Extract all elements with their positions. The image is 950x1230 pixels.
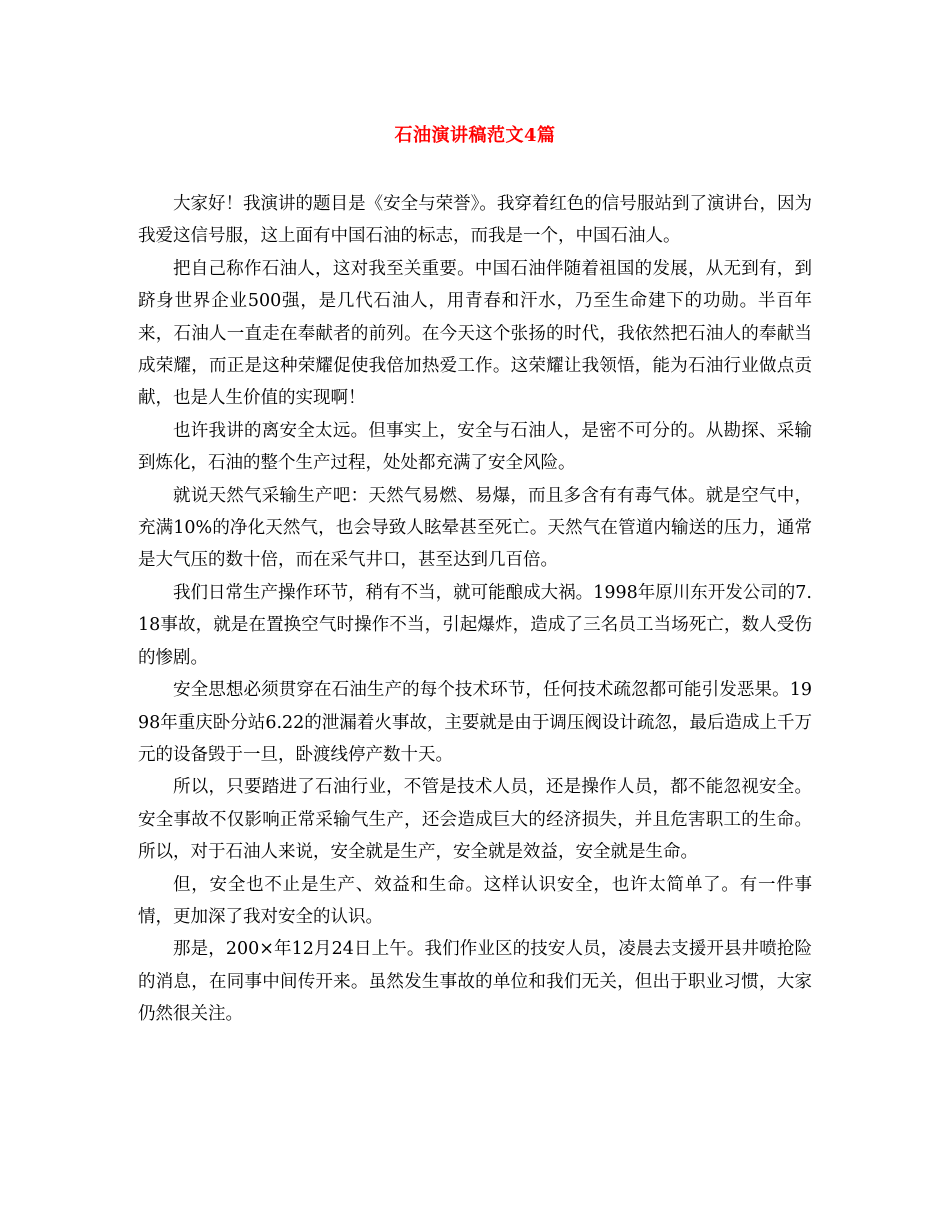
paragraph-6: 安全思想必须贯穿在石油生产的每个技术环节，任何技术疏忽都可能引发恶果。1998年重庆卧分站6.22的泄漏着火事故，主要就是由于调压阀设计疏忽，最后造成上千万元的设备毁于一旦，卧渡线停产数十天。: [138, 680, 812, 765]
paragraph-1: 大家好！我演讲的题目是《安全与荣誉》。我穿着红色的信号服站到了演讲台，因为我爱这信号服，这上面有中国石油的标志，而我是一个，中国石油人。: [138, 194, 812, 247]
document-title: 石油演讲稿范文4篇: [394, 125, 556, 146]
paragraph-4: 就说天然气采输生产吧：天然气易燃、易爆，而且多含有有毒气体。就是空气中，充满10%的净化天然气，也会导致人眩晕甚至死亡。天然气在管道内输送的压力，通常是大气压的数十倍，而在采气井口，甚至达到几百倍。: [138, 485, 812, 571]
document-body: [138, 188, 812, 1031]
paragraph-8: 但，安全也不止是生产、效益和生命。这样认识安全，也许太简单了。有一件事情，更加深了我对安全的认识。: [138, 874, 812, 927]
paragraph-2: 把自己称作石油人，这对我至关重要。中国石油伴随着祖国的发展，从无到有，到跻身世界企业500强，是几代石油人，用青春和汗水，乃至生命建下的功勋。半百年来，石油人一直走在奉献者的前列。在今天这个张扬的时代，我依然把石油人的奉献当成荣耀，而正是这种荣耀促使我倍加热爱工作。这荣耀让我领悟，能为石油行业做点贡献，也是人生价值的实现啊！: [138, 258, 812, 409]
paragraph-7: 所以，只要踏进了石油行业，不管是技术人员，还是操作人员，都不能忽视安全。安全事故不仅影响正常采输气生产，还会造成巨大的经济损失，并且危害职工的生命。所以，对于石油人来说，安全就是生产，安全就是效益，安全就是生命。: [138, 777, 812, 863]
paragraph-9: 那是，200×年12月24日上午。我们作业区的技安人员，凌晨去支援开县井喷抢险的消息，在同事中间传开来。虽然发生事故的单位和我们无关，但出于职业习惯，大家仍然很关注。: [138, 939, 812, 1025]
paragraph-5: 我们日常生产操作环节，稍有不当，就可能酿成大祸。1998年原川东开发公司的7.18事故，就是在置换空气时操作不当，引起爆炸，造成了三名员工当场死亡，数人受伤的惨剧。: [138, 582, 812, 668]
paragraph-3: 也许我讲的离安全太远。但事实上，安全与石油人，是密不可分的。从勘探、采输到炼化，石油的整个生产过程，处处都充满了安全风险。: [138, 420, 812, 474]
